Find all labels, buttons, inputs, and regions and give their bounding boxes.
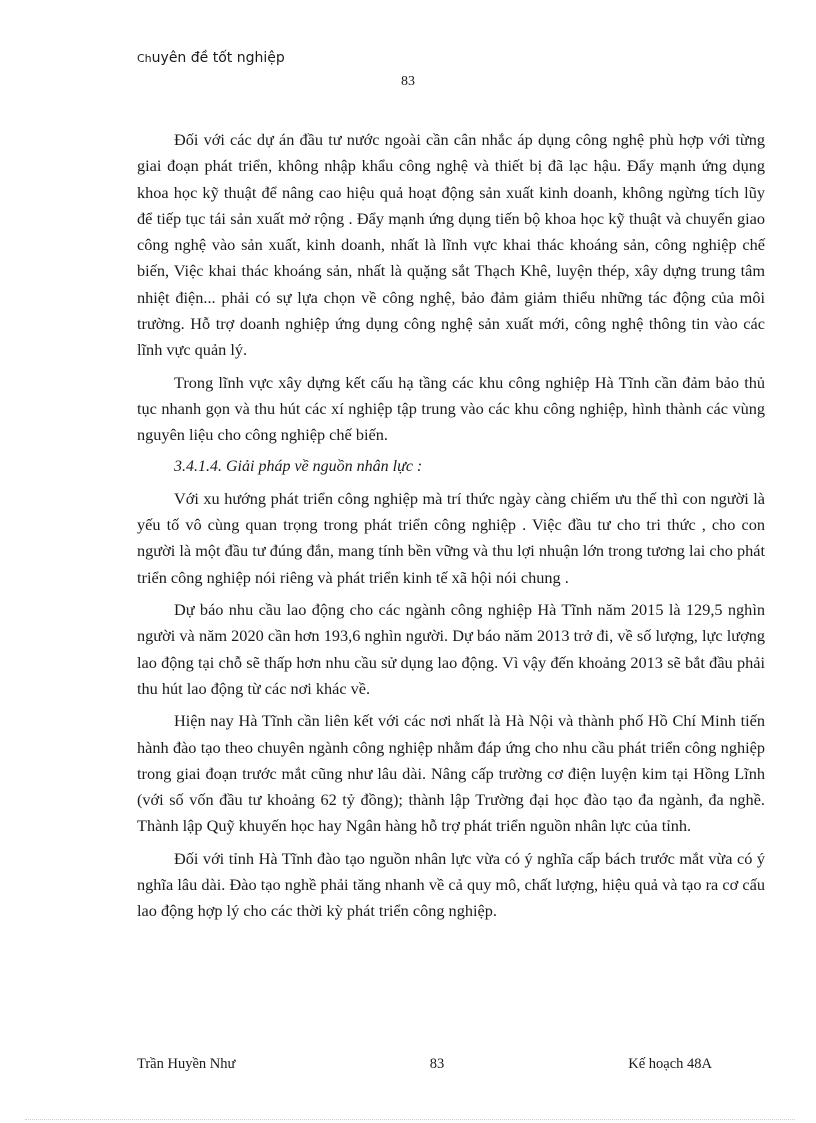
paragraph-infrastructure: Trong lĩnh vực xây dựng kết cấu hạ tầng các khu công nghiệp Hà Tĩnh cần đảm bảo thủ tục nhanh gọn và thu hút các xí nghiệp tập trung vào các khu công nghiệp, hình thành các vùng nguyên liệu cho công nghiệp chế biến.: [137, 372, 765, 445]
footer-class: Kế hoạch 48A: [628, 1056, 712, 1072]
document-body: [137, 127, 765, 925]
paragraph-human-resources: Với xu hướng phát triển công nghiệp mà trí thức ngày càng chiếm ưu thế thì con người là yếu tố vô cùng quan trọng trong phát triển công nghiệp . Việc đầu tư cho tri thức , cho con người là một đầu tư đúng đắn, mang tính bền vững và thu lợi nhuận lớn trong tương lai cho phát triển công nghiệp nói riêng và phát triển kinh tế xã hội nói chung .: [137, 488, 765, 587]
footer-author: Trần Huyền Như: [137, 1056, 236, 1072]
paragraph-technology: Đối với các dự án đầu tư nước ngoài cần cân nhắc áp dụng công nghệ phù hợp với từng giai đoạn phát triển, không nhập khẩu công nghệ và thiết bị đã lạc hậu. Đẩy mạnh ứng dụng khoa học kỹ thuật để nâng cao hiệu quả hoạt động sản xuất kinh doanh, không ngừng tích lũy để tiếp tục tái sản xuất mở rộng . Đẩy mạnh ứng dụng tiến bộ khoa học kỹ thuật và chuyển giao công nghệ vào sản xuất, kinh doanh, nhất là lĩnh vực khai thác khoáng sản, công nghiệp chế biến, Việc khai thác khoáng sản, nhất là quặng sắt Thạch Khê, luyện thép, xây dựng trung tâm nhiệt điện... phải có sự lựa chọn về công nghệ, bảo đảm giảm thiểu những tác động của môi trường. Hỗ trợ doanh nghiệp ứng dụng công nghệ sản xuất mới, công nghệ thông tin vào các lĩnh vực quản lý.: [137, 130, 765, 360]
header-page-number: 83: [401, 74, 415, 89]
paragraph-vocational: Đối với tỉnh Hà Tĩnh đào tạo nguồn nhân lực vừa có ý nghĩa cấp bách trước mắt vừa có ý nghĩa lâu dài. Đào tạo nghề phải tăng nhanh về cả quy mô, chất lượng, hiệu quả và tạo ra cơ cấu lao động hợp lý cho các thời kỳ phát triển công nghiệp.: [137, 848, 765, 921]
header-title-prefix: Ch: [137, 52, 152, 65]
page-bottom-divider: [25, 1119, 795, 1120]
document-header-title: [137, 50, 285, 66]
footer-page-number: 83: [429, 1056, 445, 1072]
section-heading: 3.4.1.4. Giải pháp về nguồn nhân lực :: [174, 457, 423, 475]
paragraph-training: Hiện nay Hà Tĩnh cần liên kết với các nơi nhất là Hà Nội và thành phố Hồ Chí Minh tiến hành đào tạo theo chuyên ngành công nghiệp nhằm đáp ứng cho nhu cầu phát triển công nghiệp trong giai đoạn trước mắt cũng như lâu dài. Nâng cấp trường cơ điện luyện kim tại Hồng Lĩnh (với số vốn đầu tư khoảng 62 tỷ đồng); thành lập Trường đại học đào tạo đa ngành, đa nghề. Thành lập Quỹ khuyến học hay Ngân hàng hỗ trợ phát triển nguồn nhân lực của tỉnh.: [137, 711, 765, 836]
header-title-rest: uyên đề tốt nghiệp: [151, 50, 285, 66]
paragraph-labor-forecast: Dự báo nhu cầu lao động cho các ngành công nghiệp Hà Tĩnh năm 2015 là 129,5 nghìn người và năm 2020 cần hơn 193,6 nghìn người. Dự báo năm 2013 trở đi, về số lượng, lực lượng lao động tại chỗ sẽ thấp hơn nhu cầu sử dụng lao động. Vì vậy đến khoảng 2013 sẽ bắt đầu phải thu hút lao động từ các nơi khác về.: [137, 600, 765, 698]
